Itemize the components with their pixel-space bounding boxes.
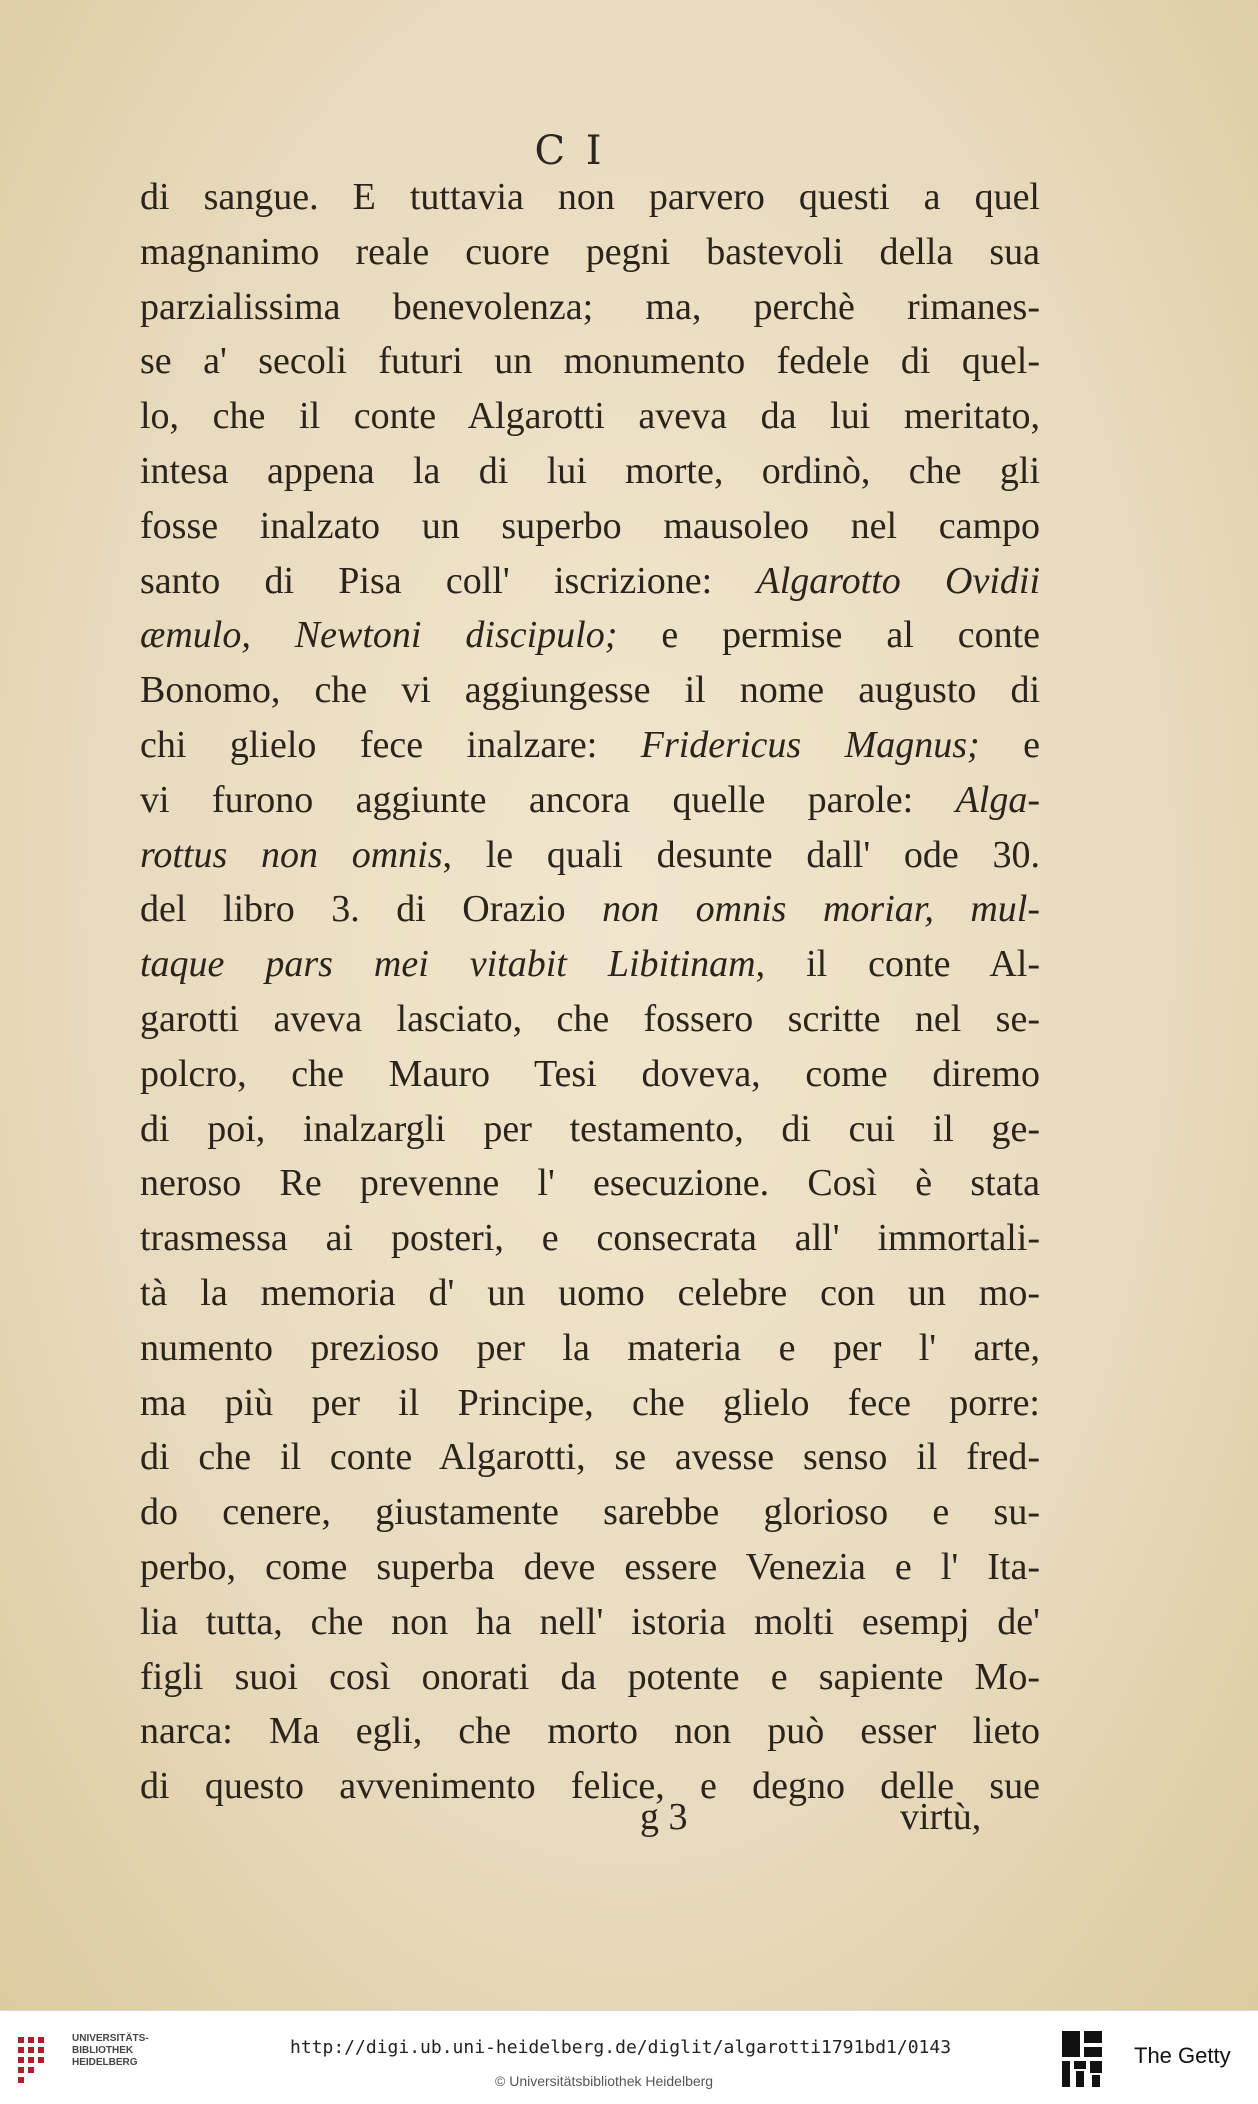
- text-line: [140, 828, 1040, 882]
- text-line: [140, 554, 1040, 608]
- text-segment: parzialissima benevolenza; ma, perchè rimanes-: [140, 285, 1040, 328]
- text-line: [140, 1430, 1040, 1484]
- text-line: [140, 1047, 1040, 1101]
- text-segment: lo, che il conte Algarotti aveva da lui meritato,: [140, 395, 1040, 438]
- text-segment: trasmessa ai posteri, e consecrata all' immortali-: [140, 1217, 1040, 1260]
- italic-segment: æmulo, Newtoni discipulo;: [140, 614, 618, 657]
- page-number: C I: [534, 128, 606, 174]
- italic-segment: non omnis moriar, mul-: [602, 888, 1040, 931]
- text-segment: di che il conte Algarotti, se avesse senso il fred-: [140, 1436, 1040, 1479]
- text-line: [140, 882, 1040, 936]
- signature-line: [640, 1795, 1040, 1849]
- text-line: [140, 1595, 1040, 1649]
- text-line: [140, 1540, 1040, 1594]
- text-segment: intesa appena la di lui morte, ordinò, che gli: [140, 450, 1040, 492]
- text-segment: di sangue. E tuttavia non parvero questi a quel: [140, 176, 1040, 218]
- text-segment: perbo, come superba deve essere Venezia e l' Ita-: [140, 1546, 1040, 1588]
- text-segment: santo di Pisa coll' iscrizione:: [140, 559, 757, 602]
- text-line: [140, 1376, 1040, 1430]
- text-segment: magnanimo reale cuore pegni bastevoli della sua: [140, 230, 1040, 273]
- text-line: [140, 718, 1040, 772]
- library-name-line: UNIVERSITÄTS-: [72, 2033, 149, 2044]
- text-segment: polcro, che Mauro Tesi doveva, come diremo: [140, 1052, 1040, 1095]
- text-line: [140, 992, 1040, 1046]
- text-segment: , il conte Al-: [755, 943, 1040, 986]
- text-segment: garotti aveva lasciato, che fossero scritte nel se-: [140, 998, 1040, 1040]
- text-line: [140, 225, 1040, 279]
- text-segment: fosse inalzato un superbo mausoleo nel campo: [140, 504, 1040, 547]
- library-name-line: BIBLIOTHEK: [72, 2045, 134, 2056]
- library-name-line: HEIDELBERG: [72, 2057, 138, 2068]
- text-line: [140, 1650, 1040, 1704]
- text-line: [140, 1211, 1040, 1265]
- text-segment: do cenere, giustamente sarebbe glorioso e su-: [140, 1491, 1040, 1534]
- text-line: [140, 937, 1040, 991]
- ub-heidelberg-logo-icon: [14, 2033, 66, 2085]
- signature-mark: g 3: [640, 1796, 688, 1838]
- text-line: [140, 280, 1040, 334]
- text-line: [140, 1156, 1040, 1210]
- text-segment: ma più per il Principe, che glielo fece porre:: [140, 1381, 1040, 1424]
- text-line: [140, 608, 1040, 662]
- text-segment: figli suoi così onorati da potente e sapiente Mo-: [140, 1655, 1040, 1698]
- text-segment: , le quali desunte dall' ode 30.: [442, 833, 1040, 876]
- text-line: [140, 663, 1040, 717]
- italic-segment: Fridericus Magnus;: [640, 724, 980, 766]
- text-segment: di questo avvenimento felice, e degno delle sue: [140, 1765, 1040, 1808]
- catchword: virtù,: [900, 1796, 982, 1838]
- text-segment: se a' secoli futuri un monumento fedele di quel-: [140, 340, 1040, 383]
- text-segment: chi glielo fece inalzare:: [140, 724, 641, 766]
- text-line: [140, 334, 1040, 388]
- text-line: [140, 1102, 1040, 1156]
- text-segment: neroso Re prevenne l' esecuzione. Così è stata: [140, 1162, 1040, 1205]
- text-segment: di poi, inalzargli per testamento, di cui il ge-: [140, 1107, 1040, 1150]
- italic-segment: Alga-: [955, 778, 1040, 821]
- text-line: [140, 389, 1040, 443]
- viewer-footer: [0, 2010, 1258, 2104]
- italic-segment: Algarotto Ovidii: [756, 559, 1040, 602]
- text-line: [140, 1266, 1040, 1320]
- text-line: [140, 1485, 1040, 1539]
- text-segment: vi furono aggiunte ancora quelle parole:: [140, 778, 956, 821]
- text-segment: lia tutta, che non ha nell' istoria molti esempj de': [140, 1600, 1040, 1643]
- text-line: [140, 170, 1040, 224]
- text-line: [140, 1321, 1040, 1375]
- text-segment: tà la memoria d' un uomo celebre con un mo-: [140, 1272, 1040, 1314]
- getty-logo-icon: [1060, 2029, 1104, 2089]
- text-segment: Bonomo, che vi aggiungesse il nome augusto di: [140, 669, 1040, 712]
- text-line: [140, 773, 1040, 827]
- partner-name: The Getty: [1134, 2043, 1231, 2068]
- italic-segment: taque pars mei vitabit Libitinam: [140, 943, 756, 986]
- italic-segment: rottus non omnis: [140, 833, 443, 876]
- text-line: [140, 444, 1040, 498]
- text-segment: narca: Ma egli, che morto non può esser lieto: [140, 1710, 1040, 1753]
- text-segment: e: [979, 724, 1040, 766]
- text-segment: del libro 3. di Orazio: [140, 888, 603, 931]
- library-name: [72, 2033, 212, 2069]
- text-segment: e permise al conte: [617, 614, 1040, 657]
- permalink-url[interactable]: http://digi.ub.uni-heidelberg.de/diglit/algarotti1791bd1/0143: [290, 2037, 952, 2058]
- text-line: [140, 499, 1040, 553]
- text-segment: numento prezioso per la materia e per l' arte,: [140, 1326, 1040, 1369]
- copyright-notice: © Universitätsbibliothek Heidelberg: [495, 2073, 714, 2089]
- text-line: [140, 1704, 1040, 1758]
